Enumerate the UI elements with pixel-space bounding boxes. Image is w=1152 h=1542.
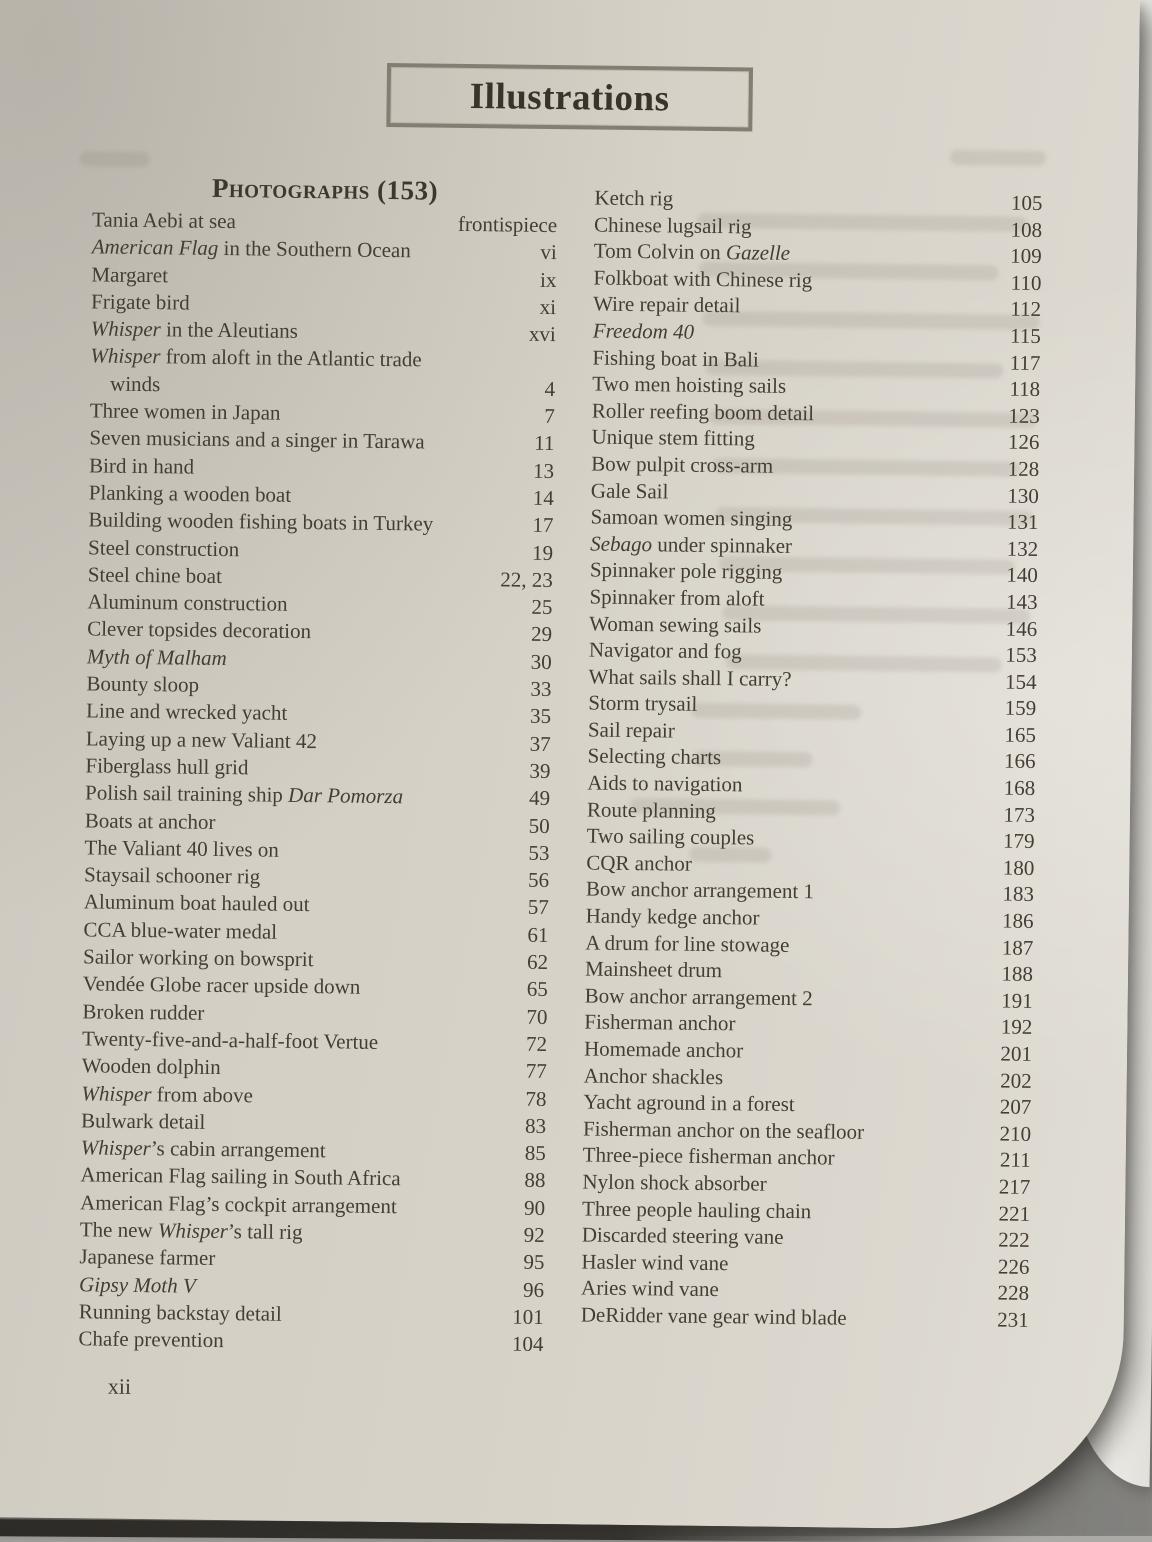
entry-page-number: 173 [1003, 802, 1036, 827]
entry-text: Vendée Globe racer upside down [82, 971, 361, 1000]
entry-title-italic: American Flag [91, 234, 219, 261]
section-heading [92, 169, 557, 209]
entry-page-number: 104 [511, 1331, 544, 1357]
entry-text: Wire repair detail [593, 291, 741, 318]
entry-text: ’s cabin arrangement [150, 1136, 326, 1163]
entry-page-number: 112 [1010, 296, 1042, 322]
entry-text: in the Aleutians [160, 317, 299, 344]
entry-text: Steel chine boat [87, 562, 223, 588]
entry-text: Three people hauling chain [581, 1196, 812, 1223]
column-right [580, 176, 1042, 1365]
toc-entry [90, 343, 556, 403]
entry-page-number: xvi [528, 321, 556, 347]
entry-page-number: 92 [523, 1222, 545, 1247]
entry-text: Homemade anchor [583, 1036, 744, 1063]
entry-page-number: 168 [1003, 775, 1036, 801]
entry-title-italic: Whisper [80, 1135, 151, 1161]
entry-page-number: 153 [1005, 642, 1038, 668]
entry-page-number: 217 [998, 1174, 1031, 1199]
entry-page-number: 132 [1006, 536, 1039, 561]
entry-text: Broken rudder [82, 998, 205, 1025]
entry-page-number: 65 [526, 977, 548, 1002]
entry-title-italic: Whisper [90, 316, 161, 342]
entry-page-number: 187 [1001, 935, 1034, 960]
entry-page-number: 117 [1009, 350, 1041, 375]
entry-title-italic: Gazelle [725, 240, 791, 266]
entry-page-number: 57 [527, 895, 549, 920]
entry-text: Aluminum boat hauled out [83, 889, 310, 917]
entry-label [92, 206, 450, 238]
entry-text: Running backstay detail [78, 1299, 282, 1326]
entry-label [78, 1325, 504, 1357]
entry-page-number: 183 [1002, 881, 1035, 907]
entry-page-number: 33 [530, 676, 552, 702]
entry-page-number: 154 [1004, 669, 1037, 694]
entry-text: Mainsheet drum [584, 956, 723, 983]
entry-page-number: 140 [1006, 562, 1039, 588]
entry-page-number: 22, 23 [500, 567, 553, 592]
entry-page-number: 29 [530, 622, 553, 647]
entry-page-number: 109 [1010, 243, 1042, 269]
entry-page-number: 50 [528, 813, 550, 838]
entry-text: Nylon shock absorber [582, 1169, 767, 1196]
entry-page-number: frontispiece [457, 211, 558, 238]
entry-page-number: 72 [525, 1031, 548, 1056]
entry-page-number: 211 [999, 1147, 1031, 1173]
entry-page-number: 221 [998, 1201, 1031, 1226]
entry-text: CQR anchor [586, 850, 693, 876]
entry-page-number: 7 [544, 404, 555, 429]
entry-text: The new [79, 1217, 159, 1243]
entry-text: Two men hoisting sails [592, 371, 787, 399]
entry-text: Polish sail training ship [84, 780, 289, 808]
entry-text: Wooden dolphin [81, 1053, 221, 1080]
entry-page-number: 95 [523, 1250, 545, 1275]
entry-page-number: 180 [1002, 855, 1035, 880]
entry-text: Frigate bird [90, 289, 190, 315]
entry-text: Selecting charts [587, 743, 722, 770]
entry-page-number: 207 [999, 1094, 1032, 1120]
entry-text: Chafe prevention [78, 1326, 224, 1353]
folio-page-number: xii [107, 1373, 132, 1399]
entry-text: Aids to navigation [587, 770, 743, 797]
entry-text: Unique stem fitting [591, 424, 755, 451]
entry-title-italic: Dar Pomorza [287, 783, 404, 809]
entry-text: Three-piece fisherman anchor [582, 1142, 835, 1170]
entry-text: Route planning [586, 797, 717, 823]
entry-text: Fisherman anchor on the seafloor [582, 1116, 865, 1144]
entry-text: Bounty sloop [86, 671, 200, 697]
entry-text: winds [109, 371, 161, 397]
entry-title-italic: Whisper [157, 1218, 229, 1244]
section-heading-count: (153) [376, 174, 439, 206]
entry-page-number: 37 [529, 731, 551, 756]
entry-text: Bow pulpit cross-arm [591, 451, 774, 478]
entry-page-number: 90 [523, 1195, 546, 1220]
entry-page-number: 96 [522, 1277, 545, 1302]
entry-page-number: 105 [1010, 190, 1043, 215]
entry-text: Spinnaker from aloft [589, 584, 765, 611]
toc-entry [581, 1301, 1029, 1333]
entry-text: Fishing boat in Bali [592, 345, 759, 372]
entry-page-number: 101 [512, 1304, 544, 1329]
entry-list-right [581, 185, 1043, 1334]
entry-page-number: 186 [1001, 908, 1034, 933]
entry-title-italic: Whisper [90, 343, 161, 369]
entry-text: Discarded steering vane [581, 1222, 784, 1250]
entry-page-number: 25 [531, 594, 553, 620]
entry-text: ’s tall rig [227, 1219, 303, 1245]
entry-page-number: 88 [524, 1168, 546, 1193]
entry-text: Navigator and fog [588, 637, 742, 664]
entry-text: Staysail schooner rig [83, 862, 261, 889]
entry-page-number: 61 [527, 922, 549, 947]
entry-text: from above [151, 1081, 254, 1107]
entry-page-number: 4 [544, 376, 556, 401]
entry-page-number: 85 [524, 1140, 546, 1166]
entry-page-number: 108 [1010, 217, 1043, 242]
entry-label [90, 343, 537, 403]
entry-page-number: 77 [525, 1058, 547, 1084]
entry-page-number: 146 [1005, 616, 1038, 641]
entry-text: Line and wrecked yacht [85, 698, 288, 726]
entry-text: Seven musicians and a singer in Tarawa [89, 425, 425, 454]
entry-page-number: 11 [534, 431, 555, 456]
entry-page-number: 166 [1003, 749, 1036, 774]
entry-page-number: 228 [997, 1280, 1030, 1306]
toc-entry [78, 1325, 543, 1358]
entry-page-number: 165 [1004, 722, 1037, 747]
bleed-through-artifact [950, 150, 1046, 166]
entry-page-number: vi [540, 240, 557, 265]
entry-page-number: 159 [1004, 695, 1037, 721]
entry-page-number: 110 [1010, 270, 1042, 295]
entry-text: Twenty-five-and-a-half-foot Vertue [81, 1026, 379, 1054]
entry-page-number: 14 [532, 485, 554, 511]
entry-text: Ketch rig [594, 185, 674, 211]
entry-text: Three women in Japan [89, 398, 281, 425]
entry-text: Gale Sail [590, 478, 669, 503]
entry-text: Tom Colvin on [593, 238, 727, 265]
entry-text: The Valiant 40 lives on [84, 835, 280, 862]
bleed-through-artifact [80, 151, 150, 167]
title-box [386, 63, 753, 131]
entry-text: Bird in hand [88, 453, 195, 479]
entry-text: American Flag sailing in South Africa [80, 1162, 401, 1191]
entry-text: Clever topsides decoration [86, 616, 312, 644]
entry-page-number: 130 [1007, 483, 1039, 508]
illustration-list [78, 169, 1042, 1364]
entry-text: Handy kedge anchor [585, 903, 760, 930]
entry-text: Laying up a new Valiant 42 [85, 725, 318, 753]
entry-text: Bow anchor arrangement 2 [584, 983, 813, 1011]
entry-page-number: 78 [525, 1086, 547, 1111]
entry-text: Two sailing couples [586, 823, 755, 850]
entry-text: Sailor working on bowsprit [82, 944, 314, 972]
entry-text: American Flag’s cockpit arrangement [79, 1190, 397, 1218]
entry-page-number: 35 [529, 704, 552, 729]
entry-list-left [78, 206, 557, 1358]
entry-text: Storm trysail [588, 690, 698, 717]
entry-text: Tania Aebi at sea [91, 207, 236, 234]
entry-page-number: 19 [531, 540, 554, 565]
entry-page-number: 226 [997, 1254, 1030, 1279]
entry-page-number: 62 [526, 949, 549, 975]
entry-page-number: 210 [999, 1121, 1032, 1146]
entry-text: Fisherman anchor [584, 1009, 736, 1036]
entry-page-number: 83 [524, 1113, 547, 1138]
entry-page-number: ix [539, 267, 557, 292]
entry-text: Margaret [91, 261, 169, 287]
entry-text: Building wooden fishing boats in Turkey [88, 507, 434, 536]
entry-page-number: 191 [1001, 988, 1033, 1013]
entry-page-number: 201 [1000, 1041, 1033, 1066]
entry-title-italic: Freedom 40 [592, 318, 695, 344]
entry-text: What sails shall I carry? [588, 664, 792, 691]
entry-label [581, 1301, 990, 1333]
entry-page-number: 123 [1008, 403, 1040, 428]
entry-page-number: 56 [527, 867, 550, 893]
entry-text: Aluminum construction [87, 589, 288, 616]
entry-text: under spinnaker [651, 531, 793, 558]
entry-text: Aries wind vane [580, 1275, 719, 1302]
entry-page-number: 128 [1007, 456, 1040, 481]
entry-text: A drum for line stowage [585, 930, 790, 957]
entry-page-number: 231 [997, 1307, 1029, 1332]
entry-text: Spinnaker pole rigging [589, 557, 783, 585]
section-heading-text: Photographs [211, 172, 371, 205]
entry-text: in the Southern Ocean [218, 236, 411, 263]
entry-page-number: 143 [1005, 589, 1038, 614]
entry-title-italic: Myth of Malham [86, 644, 227, 670]
entry-page-number: 118 [1009, 376, 1041, 402]
entry-text: Bow anchor arrangement 1 [585, 876, 815, 904]
entry-page-number: 17 [532, 513, 554, 538]
entry-text: Sail repair [587, 717, 675, 743]
entry-page-number: 192 [1000, 1014, 1033, 1040]
entry-text: Roller reefing boom detail [591, 398, 815, 425]
entry-page-number: 30 [530, 649, 552, 674]
entry-text: Chinese lugsail rig [593, 212, 752, 239]
entry-page-number: 39 [529, 758, 551, 783]
entry-page-number: 115 [1009, 323, 1041, 348]
entry-title-italic: Sebago [590, 531, 653, 556]
entry-title-italic: Whisper [81, 1080, 152, 1106]
entry-text: Steel construction [87, 534, 240, 561]
entry-page-number: 13 [532, 458, 555, 483]
entry-text: Woman sewing sails [589, 610, 762, 638]
entry-text: CCA blue-water medal [83, 917, 278, 944]
entry-text: Samoan women singing [590, 504, 793, 532]
entry-text: Anchor shackles [583, 1063, 724, 1089]
entry-page-number: 202 [1000, 1068, 1032, 1093]
entry-page-number: 131 [1006, 509, 1039, 535]
entry-text: Boats at anchor [84, 807, 216, 834]
entry-text: Bulwark detail [80, 1108, 206, 1134]
column-left [78, 169, 557, 1358]
entry-page-number: xi [539, 294, 557, 319]
entry-page-number: 179 [1002, 828, 1035, 854]
entry-page-number: 126 [1007, 429, 1040, 455]
page-title: Illustrations [469, 75, 670, 119]
entry-text: Fiberglass hull grid [85, 753, 249, 780]
entry-page-number: 49 [528, 786, 551, 811]
entry-text: Japanese farmer [79, 1244, 216, 1271]
entry-page-number: 70 [526, 1004, 548, 1029]
entry-text: Planking a wooden boat [88, 480, 292, 507]
entry-page-number: 188 [1001, 961, 1034, 987]
entry-text: Yacht aground in a forest [583, 1089, 795, 1117]
entry-text: Hasler wind vane [581, 1249, 729, 1275]
entry-page-number: 222 [998, 1227, 1030, 1253]
entry-text: Folkboat with Chinese rig [593, 265, 813, 292]
entry-text: from aloft in the Atlantic trade [160, 344, 422, 372]
entry-text: DeRidder vane gear wind blade [580, 1302, 847, 1330]
entry-title-italic: Gipsy Moth V [78, 1271, 196, 1298]
entry-page-number: 53 [528, 840, 550, 865]
